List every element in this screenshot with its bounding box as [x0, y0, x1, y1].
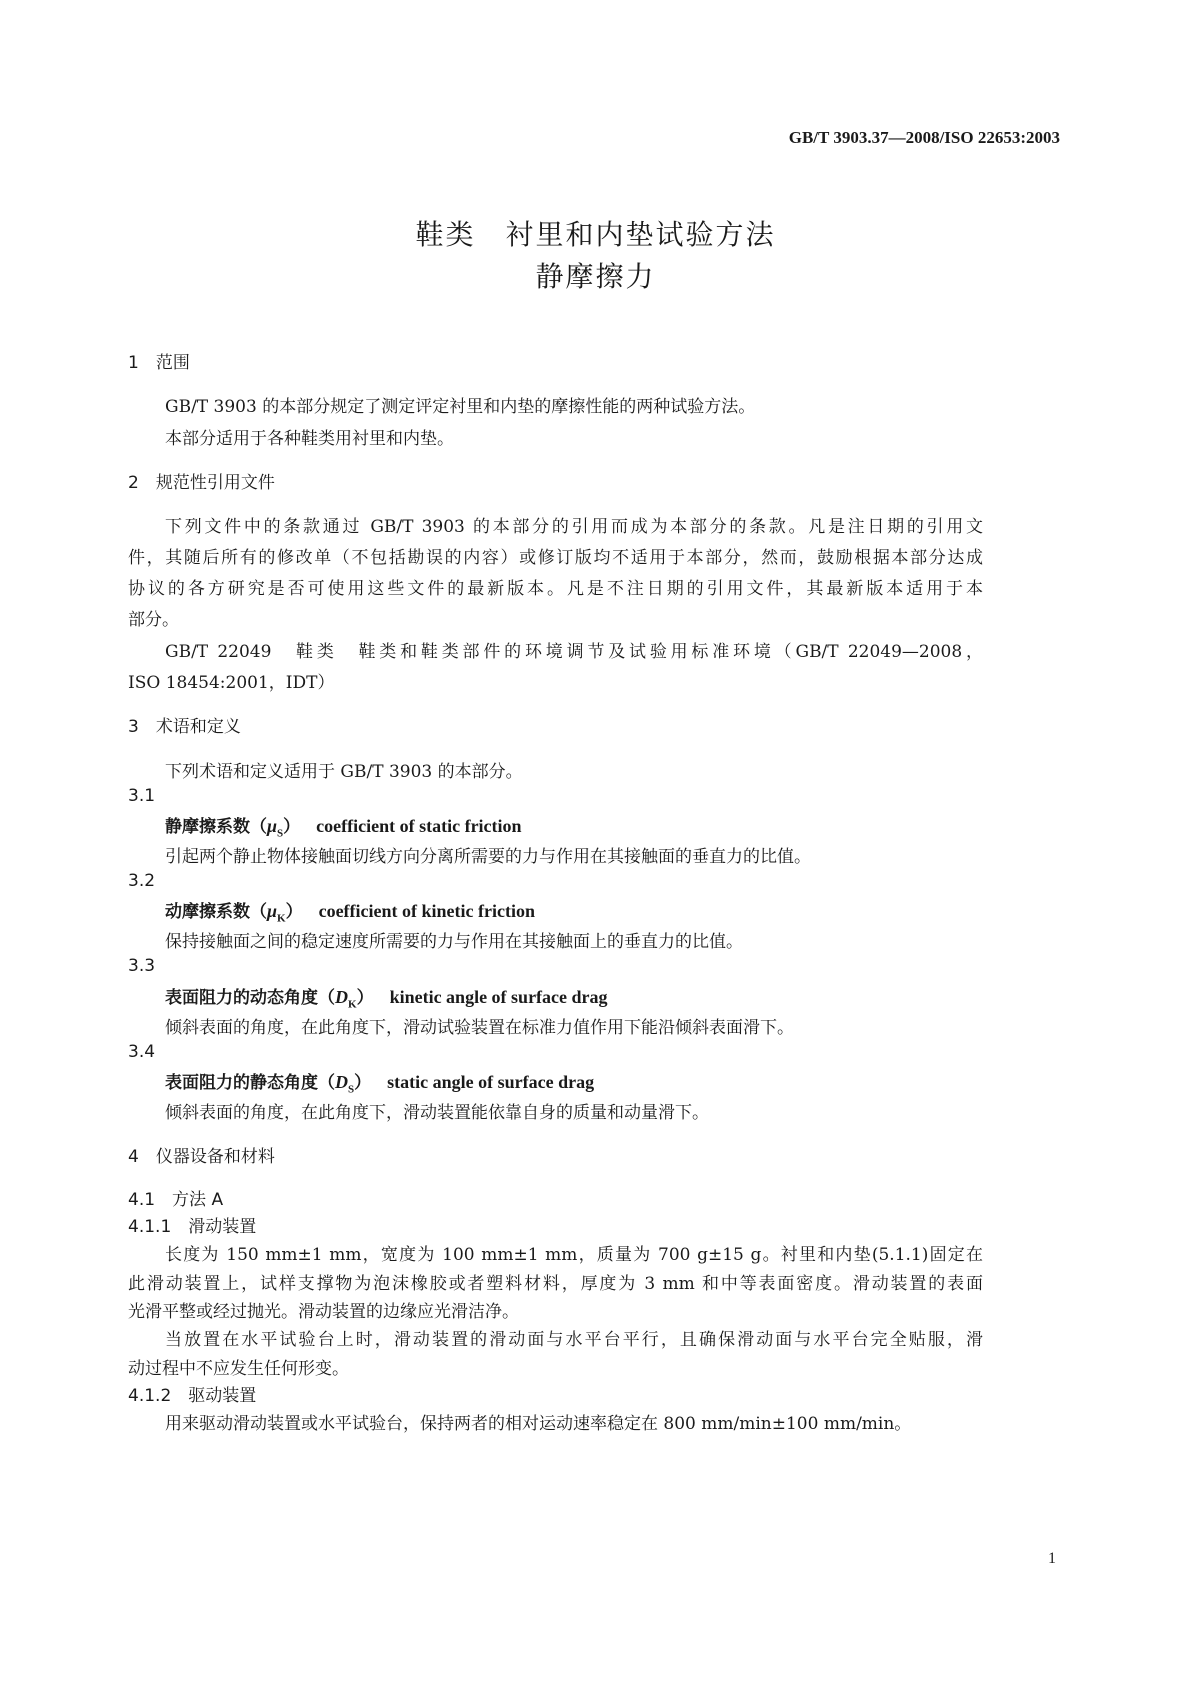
document-subtitle: 静摩擦力 — [535, 260, 656, 293]
subsection-heading: 4.1.1 滑动装置 — [128, 1217, 257, 1237]
section-heading-apparatus: 4 仪器设备和材料 — [128, 1147, 275, 1167]
term-title: 静摩擦系数$(\mu_S)$ coefficient of static friction — [165, 816, 522, 840]
term-number: 3.4 — [128, 1042, 156, 1062]
paragraph-line: 当放置在水平试验台上时，滑动装置的滑动面与水平台平行，且确保滑动面与水平台完全贴服，滑 — [165, 1330, 983, 1350]
term-title: 表面阻力的动态角度$(D_K)$ kinetic angle of surface drag — [165, 987, 608, 1011]
term-title: 表面阻力的静态角度$(D_S)$ static angle of surface drag — [165, 1072, 595, 1096]
term-number: 3.3 — [128, 956, 156, 976]
paragraph: GB/T 3903 的本部分规定了测定评定衬里和内垫的摩擦性能的两种试验方法。 — [165, 397, 756, 417]
paragraph: 本部分适用于各种鞋类用衬里和内垫。 — [165, 429, 454, 449]
paragraph-line: 长度为 150 mm±1 mm，宽度为 100 mm±1 mm，质量为 700 g±15 g。衬里和内垫(5.1.1)固定在 — [165, 1245, 983, 1265]
section-heading-references: 2 规范性引用文件 — [128, 473, 275, 493]
term-title: 动摩擦系数$(\mu_K)$ coefficient of kinetic friction — [165, 901, 535, 925]
term-number: 3.1 — [128, 786, 156, 806]
document-title: 鞋类 衬里和内垫试验方法 — [415, 218, 776, 251]
section-heading-scope: 1 范围 — [128, 353, 190, 373]
term-definition: 倾斜表面的角度，在此角度下，滑动装置能依靠自身的质量和动量滑下。 — [165, 1103, 709, 1123]
term-definition: 引起两个静止物体接触面切线方向分离所需要的力与作用在其接触面的垂直力的比值。 — [165, 847, 811, 867]
paragraph-line: 动过程中不应发生任何形变。 — [128, 1359, 349, 1379]
paragraph: 下列术语和定义适用于 GB/T 3903 的本部分。 — [165, 762, 523, 782]
term-definition: 保持接触面之间的稳定速度所需要的力与作用在其接触面上的垂直力的比值。 — [165, 932, 743, 952]
section-heading-terms: 3 术语和定义 — [128, 717, 241, 737]
reference-line: GB/T 22049 鞋类 鞋类和鞋类部件的环境调节及试验用标准环境（GB/T 22049—2008， — [165, 642, 983, 662]
paragraph: 用来驱动滑动装置或水平试验台，保持两者的相对运动速率稳定在 800 mm/min±100 mm/min。 — [165, 1414, 912, 1434]
standard-code: GB/T 3903.37—2008/ISO 22653:2003 — [788, 128, 1060, 147]
paragraph-line: 协议的各方研究是否可使用这些文件的最新版本。凡是不注日期的引用文件，其最新版本适用于本 — [128, 579, 983, 599]
term-definition: 倾斜表面的角度，在此角度下，滑动试验装置在标准力值作用下能沿倾斜表面滑下。 — [165, 1018, 794, 1038]
paragraph-line: 下列文件中的条款通过 GB/T 3903 的本部分的引用而成为本部分的条款。凡是注日期的引用文 — [165, 517, 983, 537]
paragraph-line: 部分。 — [128, 610, 179, 630]
paragraph-line: 此滑动装置上，试样支撑物为泡沫橡胶或者塑料材料，厚度为 3 mm 和中等表面密度。滑动装置的表面 — [128, 1274, 983, 1294]
paragraph-line: 光滑平整或经过抛光。滑动装置的边缘应光滑洁净。 — [128, 1302, 519, 1322]
paragraph-line: 件，其随后所有的修改单（不包括勘误的内容）或修订版均不适用于本部分，然而，鼓励根据本部分达成 — [128, 548, 983, 568]
subsection-heading: 4.1 方法 A — [128, 1190, 224, 1210]
page-number: 1 — [1048, 1550, 1056, 1567]
term-number: 3.2 — [128, 871, 156, 891]
subsection-heading: 4.1.2 驱动装置 — [128, 1386, 257, 1406]
reference-line: ISO 18454:2001，IDT） — [128, 673, 335, 693]
